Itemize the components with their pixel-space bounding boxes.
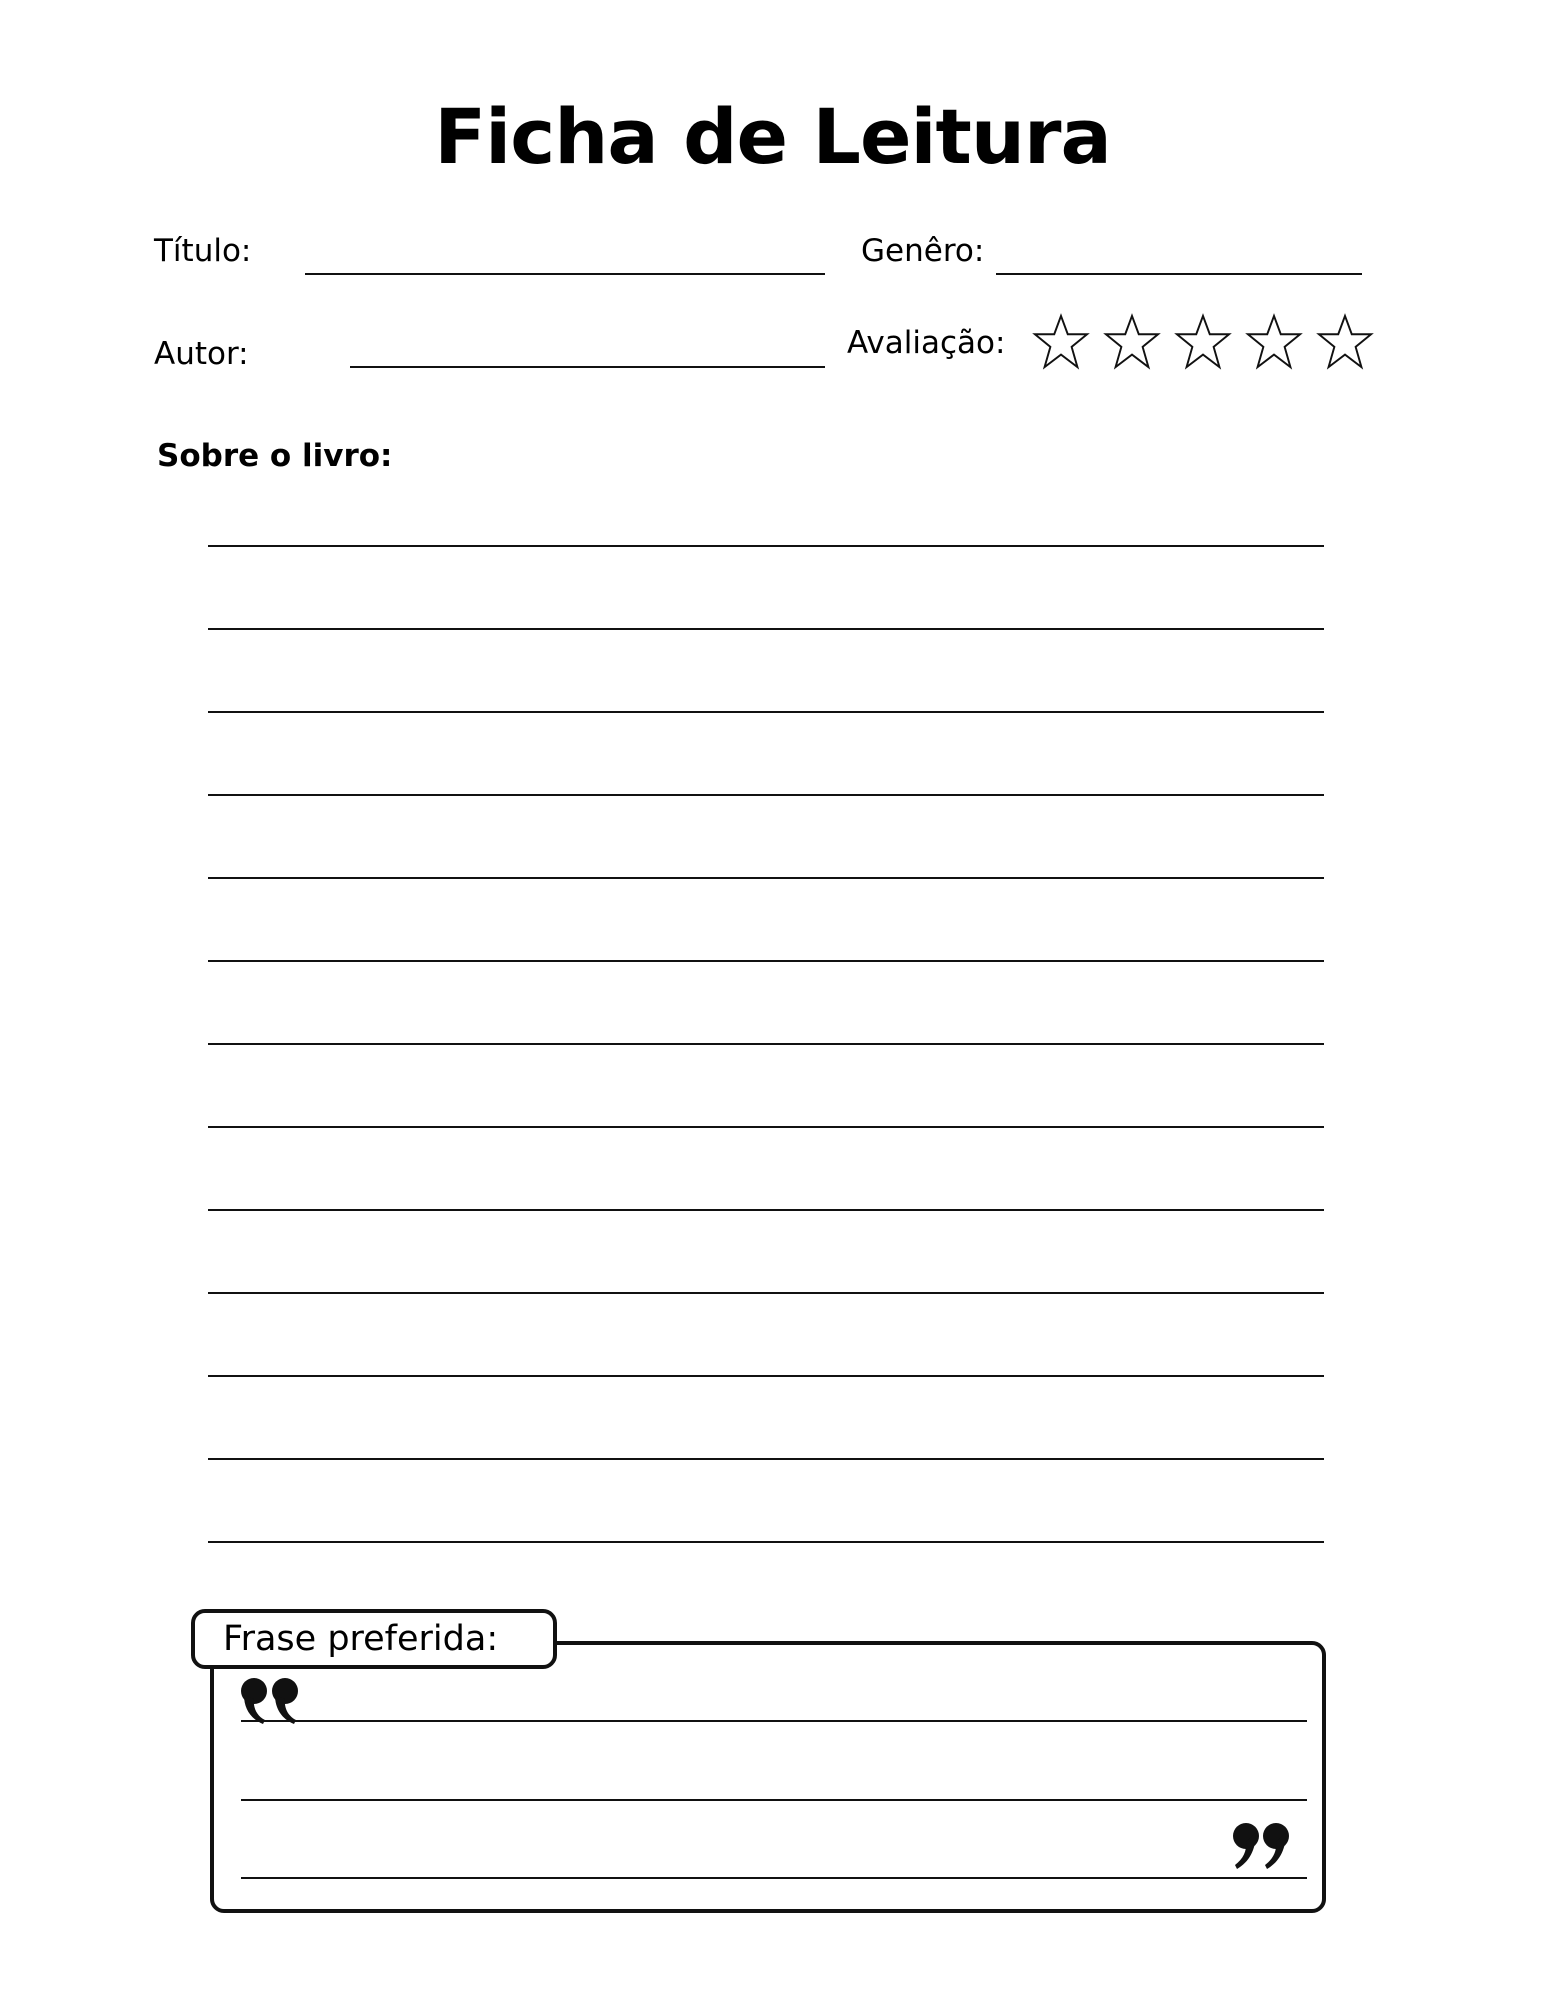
star-outline-icon[interactable] — [1316, 313, 1374, 371]
writing-line[interactable] — [208, 1126, 1324, 1128]
quote-writing-line[interactable] — [241, 1877, 1307, 1879]
writing-line[interactable] — [208, 1458, 1324, 1460]
writing-line[interactable] — [208, 1541, 1324, 1543]
genero-label: Genêro: — [861, 233, 985, 269]
close-quote-icon — [1228, 1820, 1292, 1872]
quote-writing-line[interactable] — [241, 1799, 1307, 1801]
page-title: Ficha de Leitura — [434, 92, 1111, 181]
favorite-quote-label: Frase preferida: — [191, 1609, 557, 1669]
writing-line[interactable] — [208, 1209, 1324, 1211]
writing-line[interactable] — [208, 877, 1324, 879]
favorite-quote-box — [210, 1641, 1326, 1913]
quote-writing-line[interactable] — [241, 1720, 1307, 1722]
avaliacao-label: Avaliação: — [847, 325, 1006, 361]
autor-label: Autor: — [154, 336, 249, 372]
writing-line[interactable] — [208, 1292, 1324, 1294]
writing-line[interactable] — [208, 545, 1324, 547]
writing-line[interactable] — [208, 628, 1324, 630]
titulo-label: Título: — [154, 233, 252, 269]
writing-line[interactable] — [208, 1043, 1324, 1045]
writing-line[interactable] — [208, 1375, 1324, 1377]
writing-line[interactable] — [208, 711, 1324, 713]
writing-line[interactable] — [208, 960, 1324, 962]
writing-line[interactable] — [208, 794, 1324, 796]
sobre-livro-label: Sobre o livro: — [157, 438, 393, 474]
